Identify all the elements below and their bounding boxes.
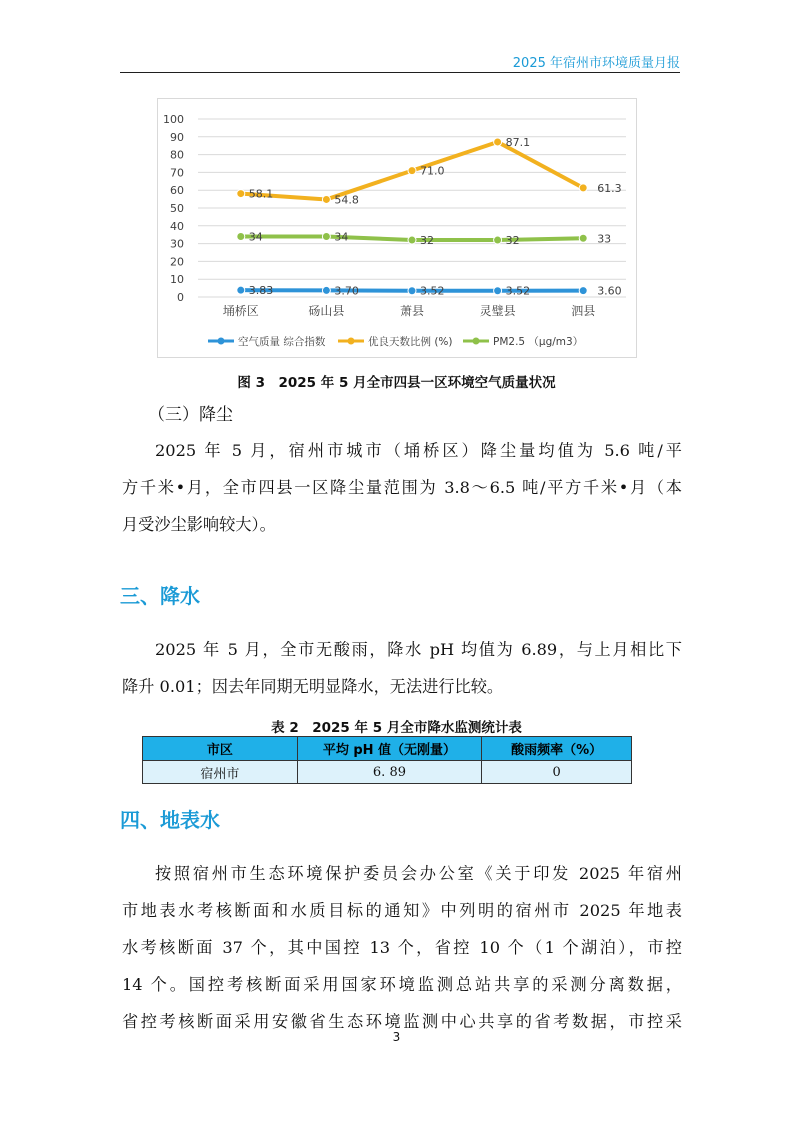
- page-number: 3: [392, 1030, 401, 1044]
- surface-water-line: 14 个。国控考核断面采用国家环境监测总站共享的采测分离数据，: [122, 975, 682, 994]
- data-point: [579, 184, 587, 192]
- table-cell: 6. 89: [297, 761, 482, 784]
- dust-line: 月受沙尘影响较大）。: [122, 515, 276, 534]
- data-label: 3.52: [505, 284, 531, 298]
- surface-water-line: 水考核断面 37 个，其中国控 13 个，省控 10 个（1 个湖泊），市控: [122, 938, 682, 957]
- y-tick-label: 60: [170, 184, 184, 198]
- figure-caption: 图 3 2025 年 5 月全市四县一区环境空气质量状况: [237, 375, 556, 391]
- legend-swatch-marker: [218, 338, 225, 345]
- y-tick-label: 10: [170, 273, 184, 287]
- table-header: 酸雨频率（%）: [482, 737, 632, 761]
- y-tick-label: 50: [170, 202, 184, 215]
- legend-label: 空气质量 综合指数: [238, 336, 326, 348]
- precipitation-line: 降升 0.01；因去年同期无明显降水，无法进行比较。: [122, 677, 504, 696]
- x-tick-label: 砀山县: [308, 304, 345, 318]
- table-header: 市区: [143, 737, 298, 761]
- y-tick-label: 100: [163, 113, 184, 126]
- table-header-row: [143, 737, 632, 761]
- data-point: [322, 195, 330, 203]
- data-point: [237, 190, 245, 198]
- data-point: [408, 236, 416, 244]
- y-tick-label: 20: [170, 255, 184, 269]
- x-tick-label: 泗县: [571, 304, 596, 318]
- data-label: 34: [334, 230, 349, 244]
- data-point: [494, 287, 502, 295]
- precipitation-line: 2025 年 5 月，全市无酸雨，降水 pH 均值为 6.89，与上月相比下: [155, 640, 682, 659]
- data-label: 3.60: [597, 284, 622, 298]
- table-cell: 0: [482, 761, 632, 784]
- precipitation-heading: 三、降水: [120, 584, 200, 608]
- data-point: [322, 232, 330, 240]
- y-tick-label: 40: [170, 219, 184, 233]
- table-row: [143, 761, 632, 784]
- header-divider: [120, 72, 680, 73]
- data-point: [322, 286, 330, 294]
- table-header: 平均 pH 值（无刚量）: [297, 737, 482, 761]
- data-label: 87.1: [505, 135, 531, 149]
- data-label: 58.1: [248, 187, 274, 201]
- legend-swatch-marker: [348, 338, 355, 345]
- x-tick-label: 灵璧县: [479, 304, 516, 318]
- y-tick-label: 80: [170, 148, 184, 162]
- y-tick-label: 90: [170, 130, 184, 144]
- y-tick-label: 0: [177, 291, 184, 304]
- data-label: 33: [597, 232, 612, 246]
- data-point: [237, 232, 245, 240]
- legend-label: 优良天数比例 (%): [368, 336, 453, 348]
- data-point: [408, 287, 416, 295]
- legend-swatch-marker: [473, 338, 480, 345]
- data-label: 32: [420, 234, 434, 248]
- data-label: 54.8: [334, 193, 359, 207]
- x-tick-label: 埇桥区: [222, 304, 259, 318]
- y-tick-label: 30: [170, 237, 184, 251]
- dust-line: 2025 年 5 月，宿州市城市（埇桥区）降尘量均值为 5.6 吨/平: [155, 441, 682, 460]
- surface-water-line: 按照宿州市生态环境保护委员会办公室《关于印发 2025 年宿州: [155, 864, 682, 883]
- table-cell: 宿州市: [143, 761, 298, 784]
- surface-water-line: 省控考核断面采用安徽省生态环境监测中心共享的省考数据，市控采: [122, 1012, 682, 1031]
- data-label: 71.0: [420, 164, 445, 178]
- data-label: 3.52: [420, 284, 445, 298]
- report-title: 2025 年宿州市环境质量月报: [512, 56, 680, 71]
- data-label: 32: [505, 234, 520, 248]
- dust-paragraph: [122, 432, 682, 543]
- chart-canvas: [158, 99, 636, 357]
- surface-water-paragraph: [122, 855, 682, 1040]
- precipitation-paragraph: [122, 631, 682, 705]
- table-caption: 表 2 2025 年 5 月全市降水监测统计表: [271, 720, 522, 736]
- data-point: [408, 167, 416, 175]
- dust-line: 方千米•月，全市四县一区降尘量范围为 3.8～6.5 吨/平方千米•月（本: [122, 478, 682, 497]
- dust-heading: （三）降尘: [148, 405, 233, 425]
- precipitation-table: [142, 736, 632, 784]
- surface-water-heading: 四、地表水: [120, 808, 220, 832]
- data-point: [494, 138, 502, 146]
- legend-label: PM2.5 （μg/m3）: [493, 336, 584, 348]
- data-label: 3.83: [248, 284, 274, 298]
- data-point: [494, 236, 502, 244]
- y-tick-label: 70: [170, 166, 184, 180]
- data-point: [579, 234, 587, 242]
- data-label: 3.70: [334, 284, 359, 298]
- data-label: 34: [248, 230, 263, 244]
- data-label: 61.3: [597, 181, 622, 195]
- data-point: [237, 286, 245, 294]
- air-quality-chart: [157, 98, 637, 358]
- x-tick-label: 萧县: [399, 304, 425, 318]
- data-point: [579, 287, 587, 295]
- surface-water-line: 市地表水考核断面和水质目标的通知》中列明的宿州市 2025 年地表: [122, 901, 682, 920]
